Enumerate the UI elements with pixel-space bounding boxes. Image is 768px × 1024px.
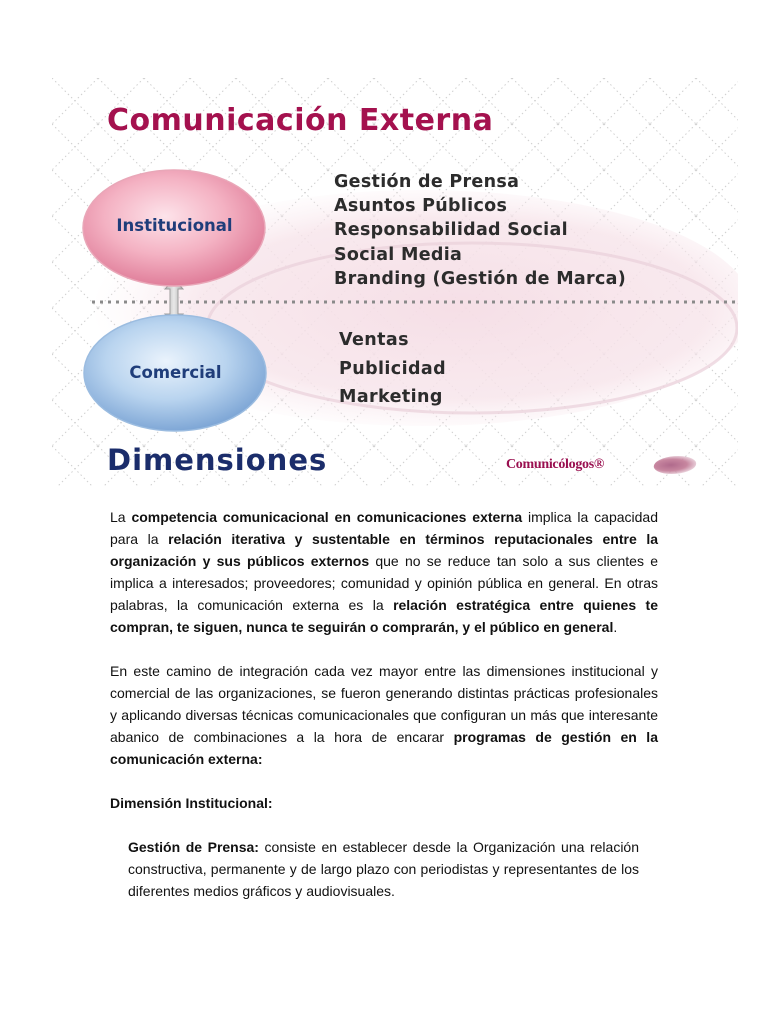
list-item: Asuntos Públicos	[334, 196, 508, 217]
paragraph-competencia	[110, 506, 658, 638]
body-text	[110, 506, 658, 902]
comercial-list	[339, 326, 446, 412]
dimensiones-title: Dimensiones	[107, 443, 328, 477]
text-run: consiste en establecer desde la Organización una relación constructiva, permanente y de largo plazo con periodistas y representantes de los diferentes medios gráficos y audiovisuales.	[128, 839, 640, 899]
comercial-label: Comercial	[129, 363, 222, 382]
bold-text-run: relación iterativa y sustentable en términos reputacionales entre la organización y sus públicos externos	[110, 531, 658, 569]
list-item: Responsabilidad Social	[334, 220, 568, 241]
bold-text-run: Gestión de Prensa:	[128, 839, 259, 855]
logo-text: Comunicólogos®	[506, 457, 605, 472]
text-run: La	[110, 509, 132, 525]
institucional-label: Institucional	[116, 216, 233, 235]
section-heading-dimension-institucional: Dimensión Institucional:	[110, 795, 273, 811]
bold-text-run: competencia comunicacional en comunicaciones externa	[131, 509, 523, 525]
paragraph-gestion-prensa	[128, 836, 639, 902]
infographic-title: Comunicación Externa	[107, 103, 494, 138]
infographic	[52, 78, 738, 486]
list-item: Branding (Gestión de Marca)	[334, 268, 627, 289]
comunicologos-logo	[506, 455, 696, 479]
text-run: implica la capacidad para la	[110, 509, 658, 547]
bold-text-run: programas de gestión en la comunicación externa:	[110, 729, 658, 767]
bold-text-run: relación estratégica entre quienes te compran, te siguen, nunca te seguirán o comprarán, y el público en general	[110, 597, 658, 635]
list-item: Gestión de Prensa	[334, 172, 520, 192]
logo-brushstroke	[651, 456, 700, 474]
list-item: Publicidad	[339, 358, 447, 379]
paragraph-integracion	[110, 660, 658, 770]
list-item: Marketing	[339, 387, 443, 407]
text-run: .	[613, 619, 618, 635]
text-run: En este camino de integración cada vez mayor entre las dimensiones institucional y comercial de las organizaciones, se fueron generando distintas prácticas profesionales y aplicando diversas técnicas comunicacionales que configuran un más que interesante abanico de combinaciones a la hora de encarar	[110, 663, 658, 745]
text-run: que no se reduce tan solo a sus clientes e implica a interesados; proveedores; comunidad y opinión pública en general. En otras palabras, la comunicación externa es la	[110, 553, 658, 613]
institucional-list	[334, 170, 626, 291]
list-item: Ventas	[339, 330, 409, 350]
list-item: Social Media	[334, 244, 463, 265]
